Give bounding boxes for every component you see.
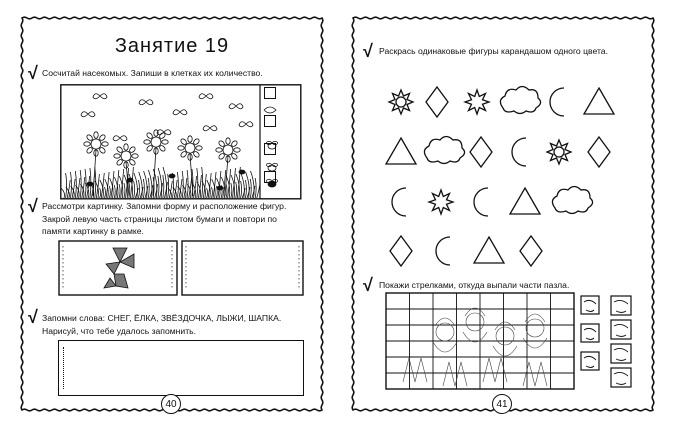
right-page: [349, 14, 657, 414]
check-icon: √: [363, 41, 373, 61]
triangle-shape[interactable]: [474, 237, 504, 263]
check-icon: √: [363, 275, 373, 295]
task-1-text: Раскрась одинаковые фигуры карандашом одного цвета.: [379, 46, 608, 56]
count-box-4[interactable]: [264, 171, 276, 183]
moon-shape[interactable]: [550, 88, 564, 116]
puzzle-piece[interactable]: [581, 296, 599, 314]
star-shape[interactable]: [465, 90, 489, 114]
check-icon: √: [28, 63, 38, 83]
puzzle-piece[interactable]: [581, 352, 599, 370]
triangle-shape[interactable]: [510, 188, 540, 214]
task-2-text: Покажи стрелками, откуда выпали части пазла.: [379, 280, 570, 290]
puzzle-piece[interactable]: [611, 296, 631, 315]
page-number: 41: [492, 394, 512, 414]
moon-shape[interactable]: [392, 188, 406, 216]
puzzle-piece[interactable]: [611, 368, 631, 387]
moon-shape[interactable]: [512, 138, 526, 166]
count-box-2[interactable]: [264, 115, 276, 127]
diamond-shape[interactable]: [426, 87, 448, 117]
memory-picture-frames: [58, 240, 304, 296]
tangram-figure: [104, 248, 134, 288]
shapes-grid: [349, 14, 657, 274]
puzzle-piece[interactable]: [611, 320, 631, 339]
puzzle-piece[interactable]: [611, 344, 631, 363]
triangle-shape[interactable]: [386, 138, 416, 164]
drawing-area[interactable]: [58, 340, 304, 396]
puzzle-picture: [385, 292, 651, 392]
check-icon: √: [28, 307, 38, 327]
moon-shape[interactable]: [436, 237, 450, 265]
margin-dots: [63, 347, 64, 389]
cloud-shape[interactable]: [500, 87, 540, 114]
diamond-shape[interactable]: [470, 137, 492, 167]
sun-shape[interactable]: [389, 90, 413, 114]
puzzle-piece[interactable]: [581, 324, 599, 342]
count-box-1[interactable]: [264, 87, 276, 99]
page-title: Занятие 19: [114, 35, 230, 57]
count-box-3[interactable]: [264, 143, 276, 155]
left-page: [18, 14, 326, 414]
moon-shape[interactable]: [474, 188, 488, 216]
triangle-shape[interactable]: [584, 88, 614, 114]
puzzle-sketch: [403, 308, 547, 386]
page-number: 40: [161, 394, 181, 414]
cloud-shape[interactable]: [424, 137, 464, 164]
task-2-text: Рассмотри картинку. Запомни форму и расположение фигур. Закрой левую часть страницы листом бумаги и повтори по памяти картинку в рамке.: [42, 201, 287, 236]
diamond-shape[interactable]: [520, 236, 542, 266]
task-3-text: Запомни слова: СНЕГ, ЁЛКА, ЗВЁЗДОЧКА, ЛЫЖИ, ШАПКА. Нарисуй, что тебе удалось запомнить.: [42, 313, 282, 336]
diamond-shape[interactable]: [588, 137, 610, 167]
check-icon: √: [28, 196, 38, 216]
star-shape[interactable]: [429, 190, 453, 214]
task-1-text: Сосчитай насекомых. Запиши в клетках их количество.: [42, 68, 263, 78]
diamond-shape[interactable]: [390, 236, 412, 266]
sun-shape[interactable]: [547, 140, 571, 164]
cloud-shape[interactable]: [552, 187, 592, 214]
